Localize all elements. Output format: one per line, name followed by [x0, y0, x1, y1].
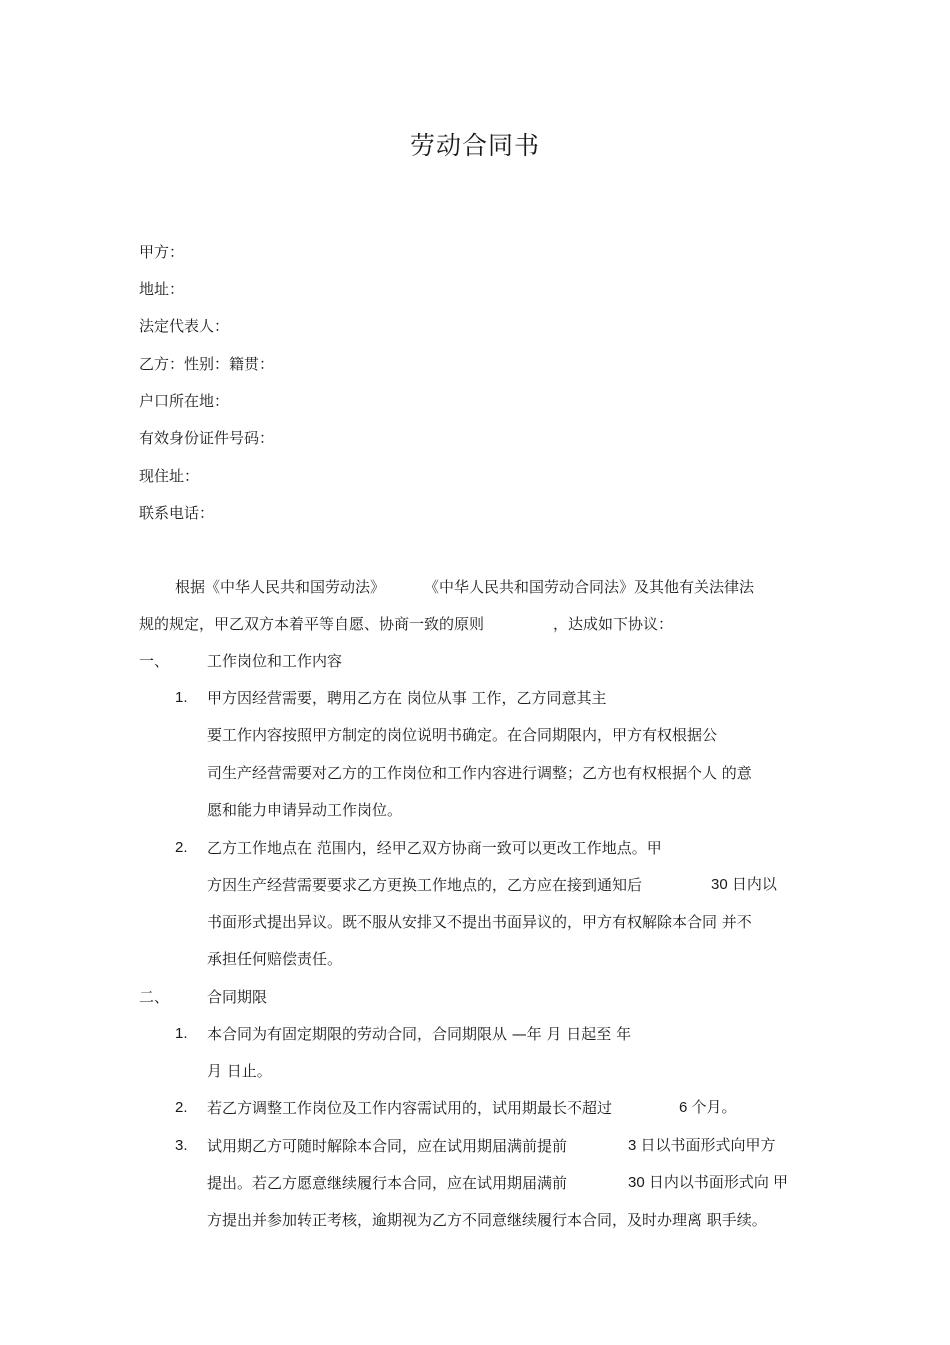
- section-number: 二、: [139, 988, 170, 1006]
- clause-line-fragment: 6 个月。: [679, 1099, 737, 1116]
- document-title: 劳动合同书: [409, 131, 540, 160]
- current-address-label: 现住址：: [139, 467, 200, 485]
- phone-label: 联系电话：: [139, 504, 215, 522]
- section-heading: 合同期限: [207, 988, 268, 1006]
- clause-line: 若乙方调整工作岗位及工作内容需试用的，试用期最长不超过: [207, 1099, 613, 1117]
- clause-line: 试用期乙方可随时解除本合同，应在试用期届满前提前: [207, 1137, 568, 1155]
- clause-line: 要工作内容按照甲方制定的岗位说明书确定。在合同期限内，甲方有权根据公: [207, 726, 718, 744]
- clause-line: 提出。若乙方愿意继续履行本合同，应在试用期届满前: [207, 1174, 568, 1192]
- clause-line: 承担任何赔偿责任。: [207, 950, 343, 968]
- clause-line: 方提出并参加转正考核，逾期视为乙方不同意继续履行本合同，及时办理离 职手续。: [207, 1211, 767, 1229]
- party-b-label: 乙方：性别：籍贯：: [139, 355, 275, 373]
- section-heading: 工作岗位和工作内容: [207, 652, 343, 670]
- clause-number: 1.: [175, 1025, 188, 1042]
- preamble-line-2b: ，达成如下协议：: [553, 615, 674, 633]
- clause-line-fragment: 30 日内以书面形式向 甲: [628, 1174, 789, 1191]
- clause-number: 3.: [175, 1137, 188, 1154]
- id-number-label: 有效身份证件号码：: [139, 429, 275, 447]
- clause-number: 1.: [175, 689, 188, 706]
- section-number: 一、: [139, 652, 170, 670]
- legal-representative-label: 法定代表人：: [139, 317, 230, 335]
- preamble-line-1b: 《中华人民共和国劳动合同法》及其他有关法律法: [424, 578, 755, 596]
- clause-line: 方因生产经营需要要求乙方更换工作地点的，乙方应在接到通知后: [207, 876, 643, 894]
- clause-line: 愿和能力申请异动工作岗位。: [207, 801, 403, 819]
- clause-line-fragment: 30 日内以: [711, 876, 777, 893]
- party-a-label: 甲方：: [139, 243, 185, 261]
- clause-line-fragment: 3 日以书面形式向甲方: [628, 1137, 776, 1154]
- clause-line: 乙方工作地点在 范围内，经甲乙双方协商一致可以更改工作地点。甲: [207, 839, 662, 857]
- preamble-line-2a: 规的规定，甲乙双方本着平等自愿、协商一致的原则: [139, 615, 485, 633]
- clause-number: 2.: [175, 1099, 188, 1116]
- clause-line: 甲方因经营需要，聘用乙方在 岗位从事 工作，乙方同意其主: [207, 689, 607, 707]
- clause-line: 书面形式提出异议。既不服从安排又不提出书面异议的，甲方有权解除本合同 并不: [207, 913, 752, 931]
- preamble-line-1a: 根据《中华人民共和国劳动法》: [175, 578, 386, 596]
- clause-line: 司生产经营需要对乙方的工作岗位和工作内容进行调整；乙方也有权根据个人 的意: [207, 764, 752, 782]
- household-registration-label: 户口所在地：: [139, 392, 230, 410]
- clause-line: 月 日止。: [207, 1062, 272, 1080]
- address-label: 地址：: [139, 280, 185, 298]
- clause-line: 本合同为有固定期限的劳动合同，合同期限从 —年 月 日起至 年: [207, 1025, 632, 1043]
- clause-number: 2.: [175, 839, 188, 856]
